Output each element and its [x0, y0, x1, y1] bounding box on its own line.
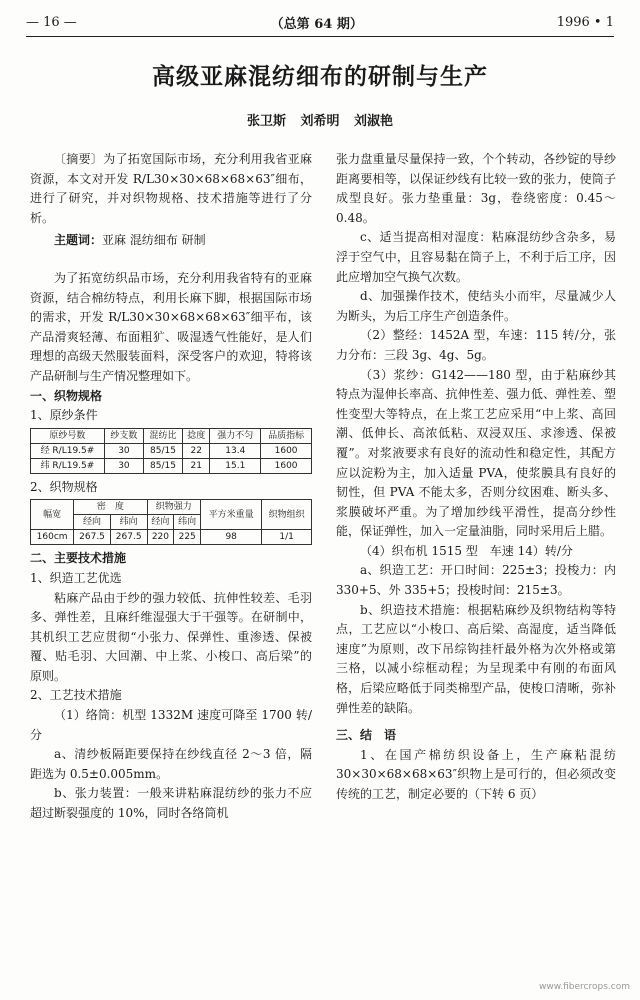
table-row [31, 530, 312, 545]
abstract [30, 150, 312, 228]
table-cell: 267.5 [74, 530, 111, 545]
table-header: 织物强力 [147, 500, 201, 515]
table-cell: 30 [104, 458, 143, 473]
subsection-tech: 2、工艺技术措施 [30, 688, 122, 703]
table-cell: 225 [174, 530, 201, 545]
winding-d-paragraph: d、加强操作技术，使结头小而牢，尽量减少人为断头，为后工序生产创造条件。 [336, 289, 616, 323]
winding-b-paragraph: b、张力装置：一般来讲粘麻混纺纱的张力不应超过断裂强度的 10%，同时各络筒机 [30, 786, 312, 821]
winding-a-paragraph: a、清纱板隔距要保持在纱线直径 2～3 倍，隔距选为 0.5±0.005mm。 [30, 747, 312, 781]
table-row [31, 428, 312, 443]
yarn-table [30, 428, 312, 474]
table-cell: 160cm [31, 530, 74, 545]
table-header: 经向 [147, 515, 174, 530]
process-paragraph: 粘麻产品由于纱的强力较低、抗伸性较差、毛羽多、弹性差，且麻纤维湿强大于干强等。在研制中，其机织工艺应贯彻“小张力、保弹性、重渗透、保被覆、贴毛羽、大回潮、中上浆、小梭口、高后梁”的原则。 [30, 590, 312, 683]
subsection-fabric: 2、织物规格 [30, 479, 98, 494]
table-header: 纱支数 [104, 428, 143, 443]
subsection-yarn: 1、原纱条件 [30, 408, 98, 423]
abstract-text: 为了拓宽国际市场，充分利用我省亚麻资源，本文对开发 R/L30×30×68×68×63″细布，进行了研究，并对织物规格、技术措施等进行了分析。 [30, 152, 312, 225]
subsection-process: 1、织造工艺优选 [30, 570, 122, 585]
warping-paragraph: （2）整经：1452A 型，车速：115 转/分，张力分布：三段 3g、4g、5g。 [336, 328, 616, 362]
table-cell: 85/15 [143, 458, 182, 473]
winding-c-paragraph: c、适当提高相对湿度：粘麻混纺纱含杂多，易浮于空气中，且容易黏在筒子上，不利于后工序，因此应增加空气换气次数。 [336, 230, 616, 284]
authors: 张卫斯 刘希明 刘淑艳 [246, 114, 394, 129]
conclusion-paragraph: 1、在国产棉纺织设备上，生产麻粘混纺 30×30×68×68×63″织物上是可行的，但必须改变传统的工艺，制定必要的（下转 6 页） [336, 747, 616, 801]
section-heading-3: 三、结 语 [336, 728, 397, 743]
loom-a-paragraph: a、织造工艺：开口时间：225±3；投梭力：内 330+5、外 335+5；投梭时间：215±3。 [336, 563, 616, 598]
header-rule [26, 36, 614, 37]
table-cell: 22 [183, 443, 210, 458]
table-cell: 21 [183, 458, 210, 473]
table-header: 捻度 [183, 428, 210, 443]
table-cell: 1600 [261, 443, 312, 458]
watermark: www.fibercrops.com [539, 982, 630, 992]
table-row [31, 500, 312, 515]
table-cell: 220 [147, 530, 174, 545]
keywords-label: 主题词： [54, 233, 103, 248]
table-cell: 30 [104, 443, 143, 458]
table-header: 平方米重量 [201, 500, 262, 530]
sizing-paragraph: （3）浆纱：G142——180 型，由于粘麻纱其特点为湿伸长率高、抗伸性差、强力低、弹性差、塑性变型大等特点，在上浆工艺应采用“中上浆、高回潮、低伸长、高浓低粘、双浸双压、求渗透、保被覆”。对浆液要求有良好的流动性和稳定性，其配方应以淀粉为主，加入适量 PVA，使浆膜具有良好的韧性，但 PVA 不能太多，否则分纹困难、断头多、浆膜破坏严重。为了增加纱线平滑性，提高分纱性能，保证弹性，加入一定量油脂，同时采用后上腊。 [336, 367, 616, 539]
table-cell: 纬 R/L19.5# [31, 458, 105, 473]
loom-b-paragraph: b、织造技术措施：根据粘麻纱及织物结构等特点，工艺应以“小梭口、高后梁、高湿度，适当降低速度”为原则，改下吊综钩挂杆最外格为次外格或第三格，以减小综框动程；为呈现柔中有刚的布面风格，后梁应略低于同类棉型产品，使梭口清晰，弥补弹性差的缺陷。 [336, 602, 616, 715]
section-heading-1: 一、织物规格 [30, 388, 103, 403]
table-header: 品质指标 [261, 428, 312, 443]
table-cell: 经 R/L19.5# [31, 443, 105, 458]
table-row [31, 458, 312, 473]
issue-number: （总第 64 期） [270, 16, 363, 32]
table-cell: 1/1 [262, 530, 312, 545]
table-header: 织物组织 [262, 500, 312, 530]
table-cell: 98 [201, 530, 262, 545]
table-cell: 85/15 [143, 443, 182, 458]
keywords [30, 231, 312, 251]
loom-paragraph: （4）织布机 1515 型 车速 14）转/分 [360, 543, 573, 558]
table-header: 混纺比 [143, 428, 182, 443]
page-number: — 16 — [26, 14, 77, 30]
table-header: 经向 [74, 515, 111, 530]
table-header: 幅宽 [31, 500, 74, 530]
fabric-table [30, 499, 312, 545]
table-cell: 15.1 [210, 458, 261, 473]
section-heading-2: 二、主要技术措施 [30, 551, 127, 566]
article-title: 高级亚麻混纺细布的研制与生产 [152, 63, 488, 90]
table-cell: 1600 [261, 458, 312, 473]
intro-paragraph: 为了拓宽纺织品市场，充分利用我省特有的亚麻资源，结合棉纺特点，利用长麻下脚，根据国际市场的需求，开发 R/L30×30×68×68×63″细平布，该产品滑爽轻薄、布面粗犷、吸湿透气性能好，是人们理想的高级天然服装面料，深受客户的欢迎，特将该产品研制与生产情况整理如下。 [30, 270, 312, 383]
table-cell: 267.5 [110, 530, 147, 545]
table-row [31, 443, 312, 458]
table-header: 密 度 [74, 500, 147, 515]
winding-paragraph: （1）络筒：机型 1332M 速度可降至 1700 转/分 [30, 708, 312, 742]
table-header: 强力不匀 [210, 428, 261, 443]
left-column [30, 150, 312, 824]
keywords-text: 亚麻 混纺细布 研制 [102, 233, 206, 248]
table-cell: 13.4 [210, 443, 261, 458]
table-header: 纬向 [174, 515, 201, 530]
abstract-label: 〔摘要〕 [54, 152, 104, 166]
table-header: 纬向 [110, 515, 147, 530]
issue-year: 1996 • 1 [556, 14, 614, 30]
table-header: 原纱号数 [31, 428, 105, 443]
right-column [336, 150, 616, 805]
running-header [26, 10, 614, 34]
winding-b-continued: 张力盘重量尽量保持一致，个个转动，各纱锭的导纱距离要相等，以保证纱线有比较一致的张力，使筒子成型良好。张力垫重量：3g，卷绕密度：0.45～0.48。 [336, 152, 616, 225]
